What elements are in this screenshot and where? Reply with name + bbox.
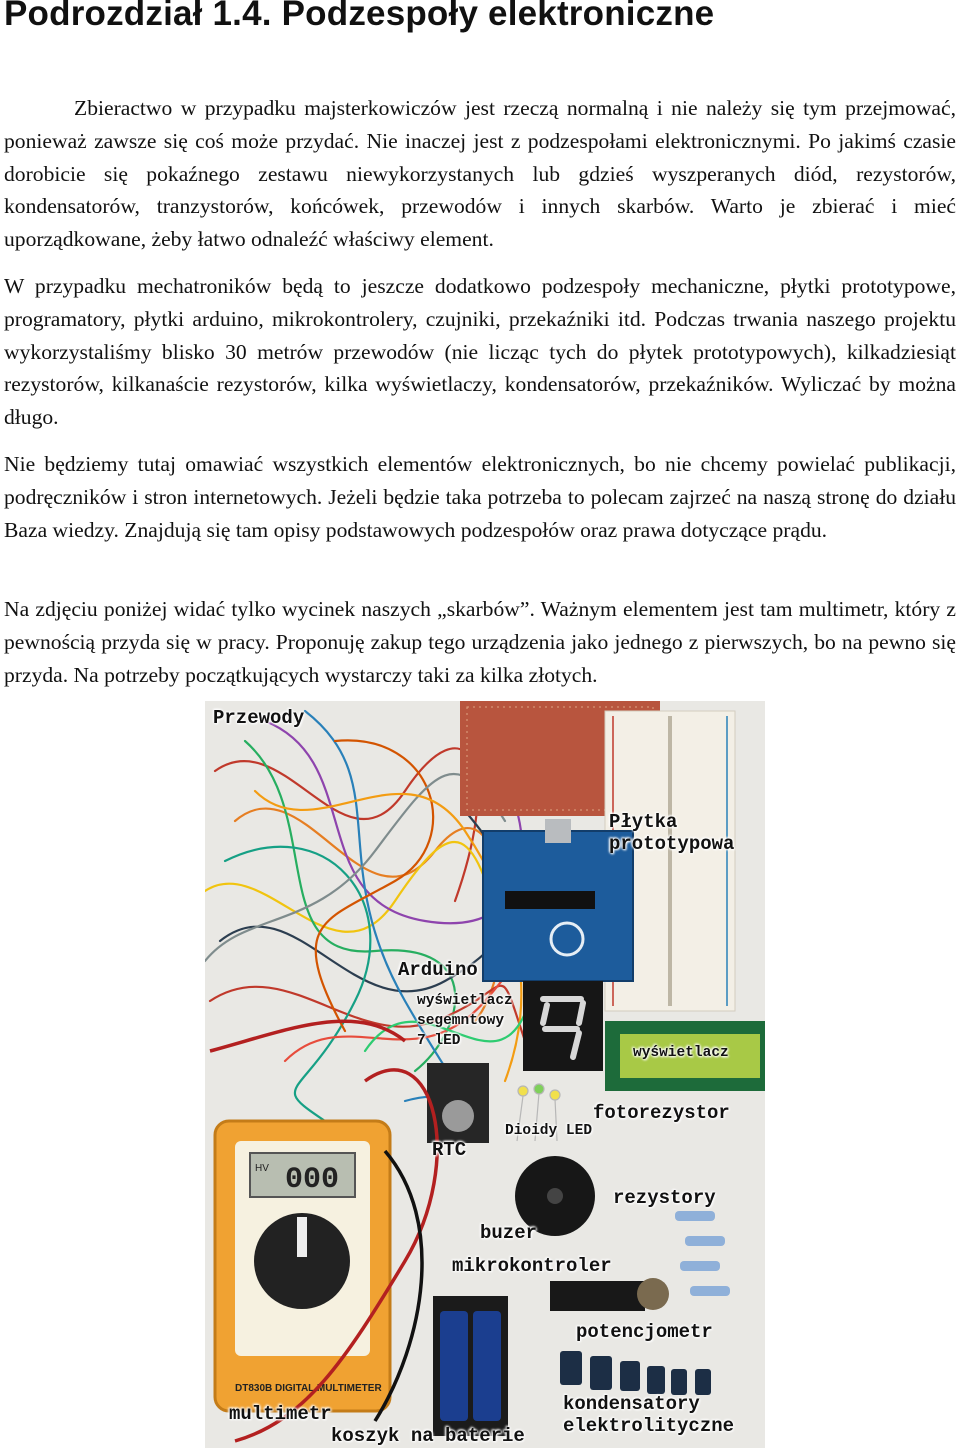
components-photo: [205, 701, 765, 1448]
label-rezystory: rezystory: [613, 1187, 716, 1209]
label-segment-display: wyświetlacz segemntowy 7 lED: [417, 993, 513, 1049]
label-plytka-prototypowa: Płytka prototypowa: [609, 811, 735, 855]
label-fotorezystor: fotorezystor: [593, 1102, 730, 1124]
lcd-mode: HV: [255, 1163, 269, 1174]
label-arduino: Arduino: [398, 959, 478, 981]
label-wyswietlacz: wyświetlacz: [633, 1045, 729, 1061]
label-mikrokontroler: mikrokontroler: [452, 1255, 612, 1277]
paragraph-mechatronics: W przypadku mechatroników będą to jeszcze dodatkowo podzespoły mechaniczne, płytki prototypowe, programatory, płytki arduino, mikrokontrolery, czujniki, przekaźniki itd. Podczas trwania naszego projektu wykorzystaliśmy blisko 30 metrów przewodów (nie licząc tych do płytek prototypowych), kilkadziesiąt rezystorów, kilkanaście rezystorów, kilka wyświetlaczy, kondensatorów, przekaźników. Wyliczać by można długo.: [4, 274, 956, 430]
resistors: [675, 1211, 730, 1296]
label-potencjometr: potencjometr: [576, 1321, 713, 1343]
paragraph-photo-caption: Na zdjęciu poniżej widać tylko wycinek naszych „skarbów”. Ważnym elementem jest tam multimetr, który z pewnością przyda się w pracy. Proponuję zakup tego urządzenia jako jednego z pierwszych, bo na pewno się przyda. Na potrzeby początkujących wystarczy taki za kilka złotych.: [4, 597, 956, 687]
page-title: Podrozdział 1.4. Podzespoły elektroniczne: [4, 0, 715, 33]
label-koszyk: koszyk na baterie: [331, 1425, 525, 1447]
multimeter-model: DT830B DIGITAL MULTIMETER: [235, 1383, 382, 1394]
label-diody: Dioidy LED: [505, 1123, 593, 1139]
label-multimetr: multimetr: [229, 1403, 332, 1425]
label-rtc: RTC: [432, 1139, 467, 1161]
paragraph-knowledge-base: Nie będziemy tutaj omawiać wszystkich elementów elektronicznych, bo nie chcemy powielać publikacji, podręczników i stron internetowych. Jeżeli będzie taka potrzeba to polecam zajrzeć na naszą stronę do działu Baza wiedzy. Znajdują się tam opisy podstawowych podzespołów oraz prawa dotyczące prądu.: [4, 452, 956, 542]
label-przewody: Przewody: [213, 707, 305, 729]
capacitors: [560, 1351, 711, 1395]
label-buzer: buzer: [480, 1222, 538, 1244]
potentiometer: [637, 1278, 669, 1310]
label-kondensatory: kondensatory elektrolityczne: [563, 1393, 735, 1437]
paragraph-intro: Zbieractwo w przypadku majsterkowiczów jest rzeczą normalną i nie należy się tym przejmować, ponieważ zawsze się coś może przydać. Nie inaczej jest z podzespołami elektronicznymi. Po jakimś czasie dorobicie się pokaźnego zestawu niewykorzystanych lub gdzieś wyszperanych diód, rezystorów, kondensatorów, tranzystorów, końcówek, przewodów i innych skarbów. Warto je zbierać i mieć uporządkowane, żeby łatwo odnaleźć właściwy element.: [4, 96, 956, 252]
microcontroller-chip: [550, 1281, 645, 1311]
lcd-digits: 000: [285, 1163, 340, 1197]
